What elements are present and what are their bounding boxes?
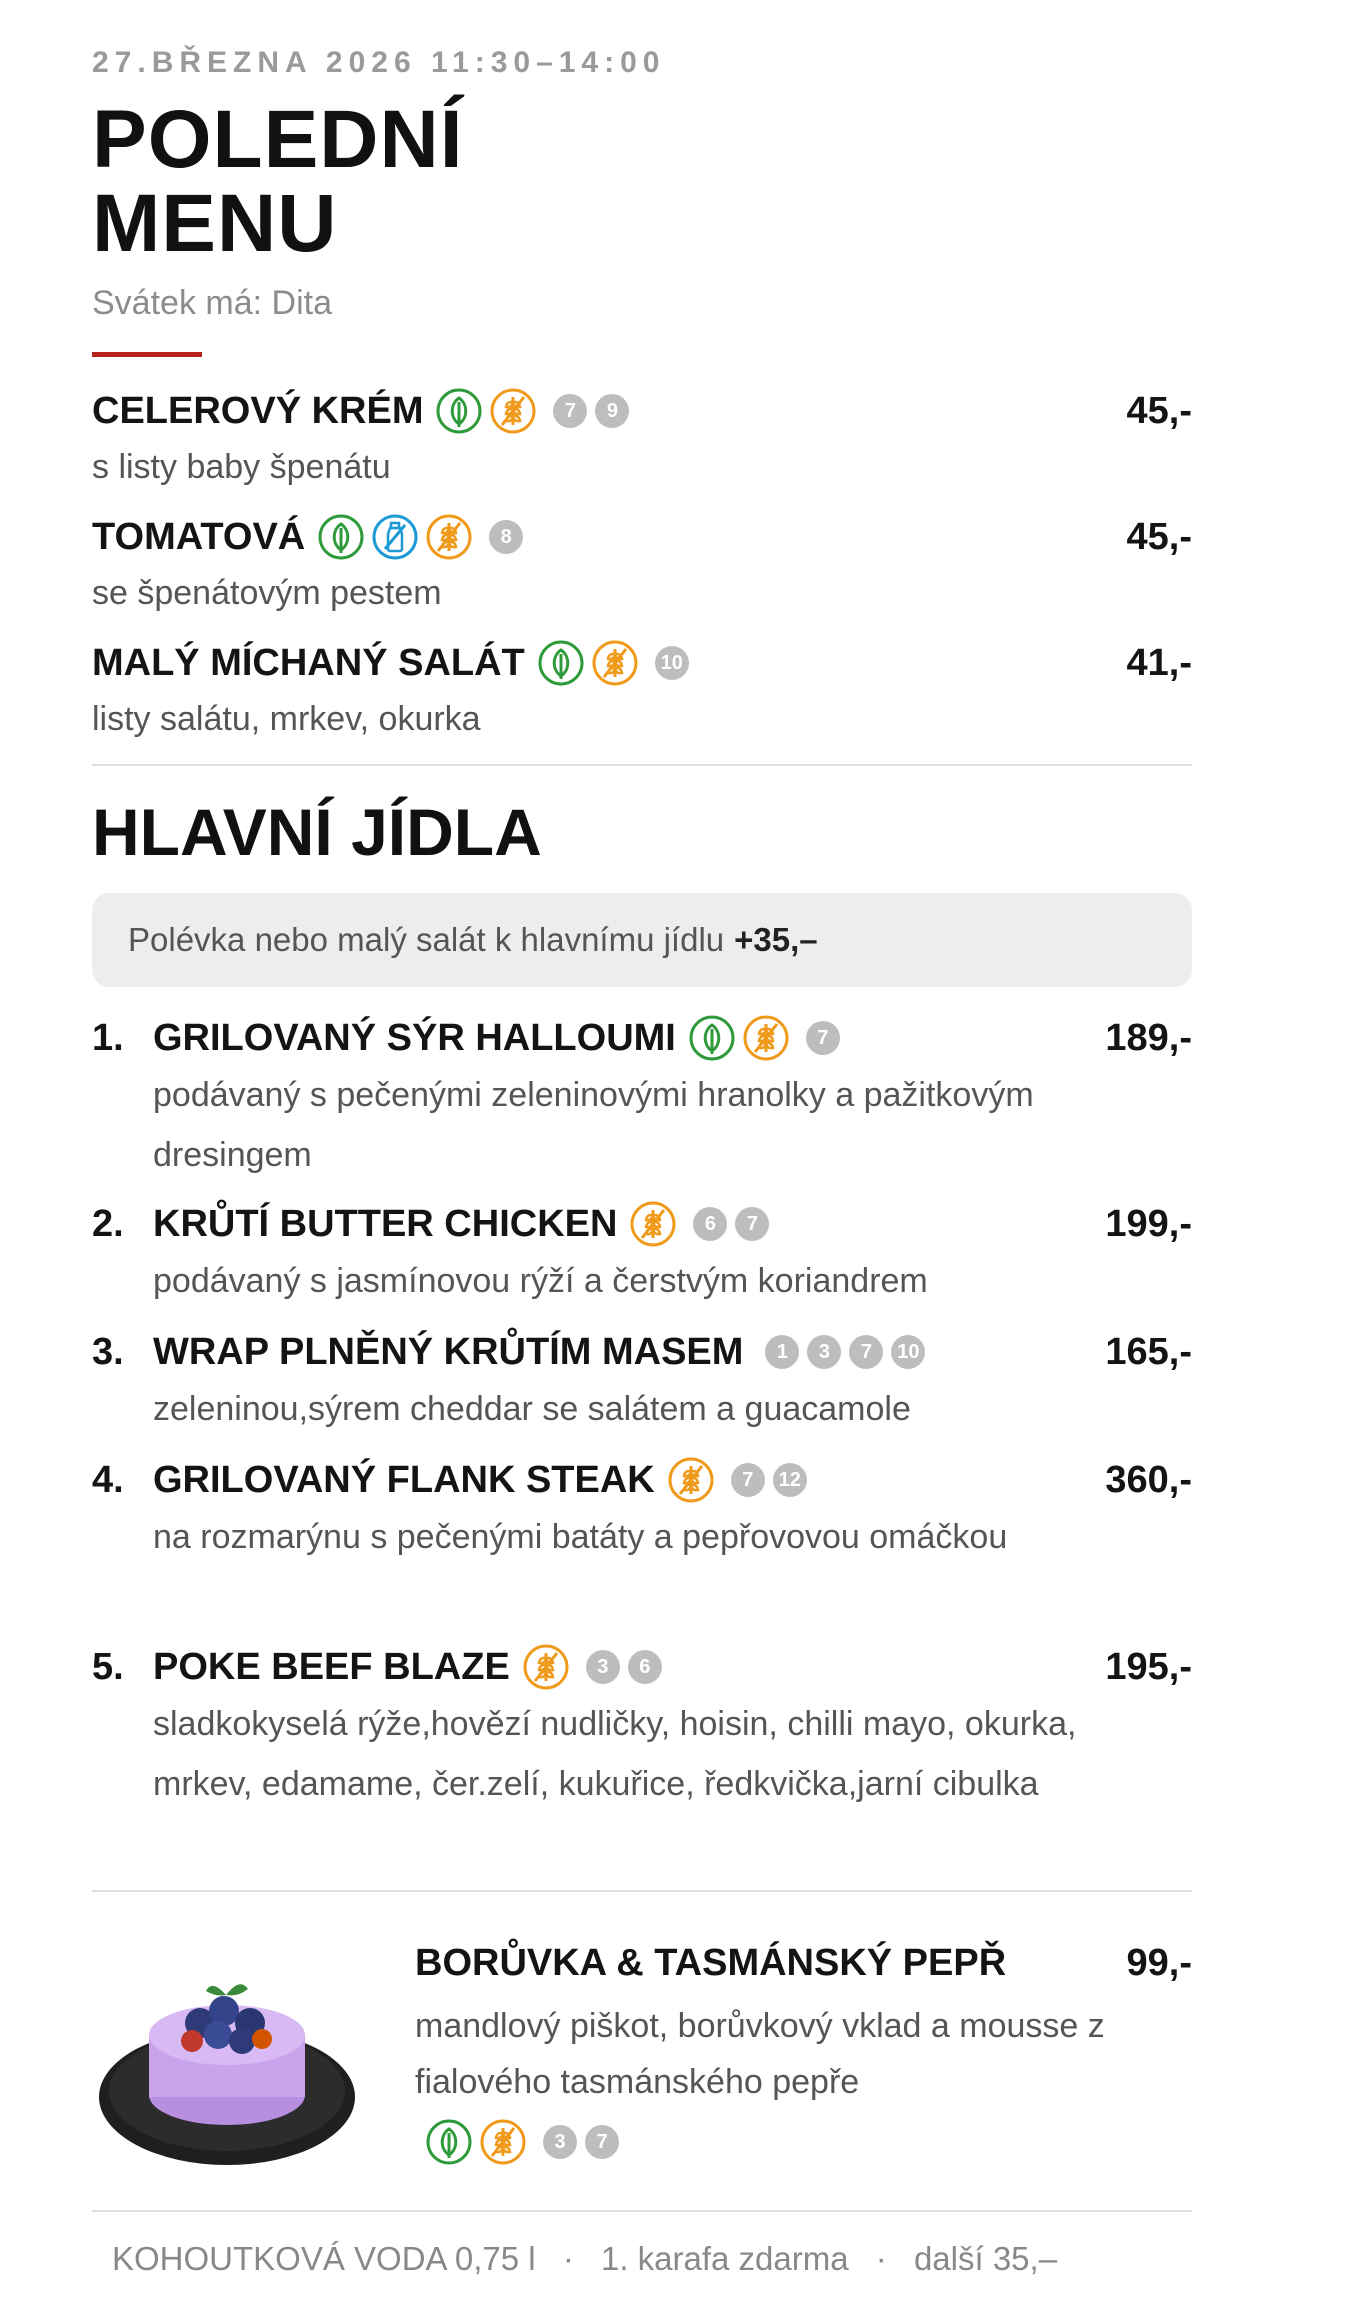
allergen-badge: 7 — [585, 2125, 619, 2159]
blueberry-dessert-image — [92, 1915, 362, 2195]
wheat-icon — [629, 1200, 677, 1248]
dish-price: 189,- — [1105, 1016, 1192, 1059]
dish-description: s listy baby špenátu — [92, 448, 391, 486]
section-title: HLAVNÍ JÍDLA — [92, 795, 542, 869]
soup-item — [92, 636, 1192, 748]
wheat-icon — [522, 1643, 570, 1691]
wheat-icon — [591, 639, 639, 687]
footer-next-price: další 35,– — [913, 2240, 1058, 2277]
section-divider — [92, 764, 1192, 766]
dish-description: podávaný s jasmínovou rýží a čerstvým koriandrem — [153, 1262, 928, 1300]
allergen-badge: 6 — [628, 1650, 662, 1684]
dish-number: 2. — [92, 1202, 124, 1245]
dish-name: KRŮTÍ BUTTER CHICKEN — [153, 1202, 618, 1245]
dish-description: podávaný s pečenými zeleninovými hranolky a pažitkovým dresingem — [153, 1076, 1034, 1174]
soup-item — [92, 384, 1192, 496]
dish-description: listy salátu, mrkev, okurka — [92, 700, 481, 738]
dish-number: 3. — [92, 1330, 124, 1373]
note-text: Polévka nebo malý salát k hlavnímu jídlu — [128, 921, 725, 958]
diet-icons — [537, 639, 689, 687]
allergen-badge: 7 — [735, 1207, 769, 1241]
footer-water: KOHOUTKOVÁ VODA 0,75 l — [112, 2240, 536, 2277]
allergen-badge: 3 — [543, 2125, 577, 2159]
dish-description: na rozmarýnu s pečenými batáty a pepřovovou omáčkou — [153, 1518, 1008, 1556]
page-title-line1: POLEDNÍ — [92, 94, 464, 185]
dish-name: POKE BEEF BLAZE — [153, 1645, 510, 1688]
allergen-badge: 7 — [806, 1021, 840, 1055]
leaf-icon — [317, 513, 365, 561]
diet-icons — [755, 1335, 925, 1369]
wheat-icon — [667, 1456, 715, 1504]
dish-name: TOMATOVÁ — [92, 515, 306, 558]
diet-icons — [317, 513, 523, 561]
dish-price: 165,- — [1105, 1330, 1192, 1373]
page-title — [92, 94, 464, 269]
leaf-icon — [537, 639, 585, 687]
dish-number: 1. — [92, 1016, 124, 1059]
dish-price: 360,- — [1105, 1458, 1192, 1501]
info-note — [92, 893, 1192, 987]
dish-price: 41,- — [1126, 641, 1192, 684]
diet-icons — [629, 1200, 769, 1248]
dish-price: 45,- — [1126, 389, 1192, 432]
dish-number: 5. — [92, 1645, 124, 1688]
date-time: 27.BŘEZNA 2026 11:30–14:00 — [92, 46, 666, 79]
diet-icons — [425, 2118, 1192, 2166]
footer-separator: · — [875, 2240, 887, 2277]
main-dish-item — [92, 1325, 1192, 1439]
wheat-icon — [742, 1014, 790, 1062]
allergen-badge: 12 — [773, 1463, 807, 1497]
wheat-icon — [425, 513, 473, 561]
note-price: +35,– — [734, 921, 818, 958]
section-divider — [92, 2210, 1192, 2212]
allergen-badge: 7 — [553, 394, 587, 428]
dish-price: 199,- — [1105, 1202, 1192, 1245]
wheat-icon — [489, 387, 537, 435]
diet-icons — [522, 1643, 662, 1691]
allergen-badge: 9 — [595, 394, 629, 428]
dessert-item — [415, 1936, 1192, 2166]
soup-item — [92, 510, 1192, 622]
main-dish-item — [92, 1011, 1192, 1185]
allergen-badge: 10 — [891, 1335, 925, 1369]
dish-price: 45,- — [1126, 515, 1192, 558]
footer-free-carafe: 1. karafa zdarma — [600, 2240, 849, 2277]
dish-number: 4. — [92, 1458, 124, 1501]
allergen-badge: 8 — [489, 520, 523, 554]
page-title-line2: MENU — [92, 178, 338, 269]
allergen-badge: 7 — [849, 1335, 883, 1369]
nameday-text: Svátek má: Dita — [92, 284, 332, 322]
dish-description: sladkokyselá rýže,hovězí nudličky, hoisin, chilli mayo, okurka, mrkev, edamame, čer.zelí, kukuřice, ředkvička,jarní cibulka — [153, 1705, 1077, 1803]
diet-icons — [435, 387, 629, 435]
footer-separator: · — [562, 2240, 574, 2277]
wheat-icon — [479, 2118, 527, 2166]
dish-name: GRILOVANÝ SÝR HALLOUMI — [153, 1016, 676, 1059]
section-divider — [92, 1890, 1192, 1892]
leaf-icon — [688, 1014, 736, 1062]
dish-name: GRILOVANÝ FLANK STEAK — [153, 1458, 655, 1501]
diet-icons — [688, 1014, 840, 1062]
dish-name: WRAP PLNĚNÝ KRŮTÍM MASEM — [153, 1330, 744, 1373]
allergen-badge: 6 — [693, 1207, 727, 1241]
main-dish-item — [92, 1453, 1192, 1567]
leaf-icon — [425, 2118, 473, 2166]
dish-description: mandlový piškot, borůvkový vklad a mousse z fialového tasmánského pepře — [415, 2007, 1105, 2101]
dish-description: se špenátovým pestem — [92, 574, 442, 612]
allergen-badge: 1 — [765, 1335, 799, 1369]
accent-rule — [92, 352, 202, 357]
dish-name: MALÝ MÍCHANÝ SALÁT — [92, 641, 525, 684]
dish-price: 195,- — [1105, 1645, 1192, 1688]
main-dish-item — [92, 1197, 1192, 1311]
bottle-icon — [371, 513, 419, 561]
dish-price: 99,- — [1126, 1941, 1192, 1984]
allergen-badge: 7 — [731, 1463, 765, 1497]
leaf-icon — [435, 387, 483, 435]
main-dish-item — [92, 1640, 1192, 1814]
dish-description: zeleninou,sýrem cheddar se salátem a guacamole — [153, 1390, 911, 1428]
dish-name: BORŮVKA & TASMÁNSKÝ PEPŘ — [415, 1941, 1007, 1984]
allergen-badge: 10 — [655, 646, 689, 680]
dish-name: CELEROVÝ KRÉM — [92, 389, 424, 432]
footer-water-info — [112, 2240, 1057, 2278]
allergen-badge: 3 — [807, 1335, 841, 1369]
allergen-badge: 3 — [586, 1650, 620, 1684]
diet-icons — [667, 1456, 807, 1504]
